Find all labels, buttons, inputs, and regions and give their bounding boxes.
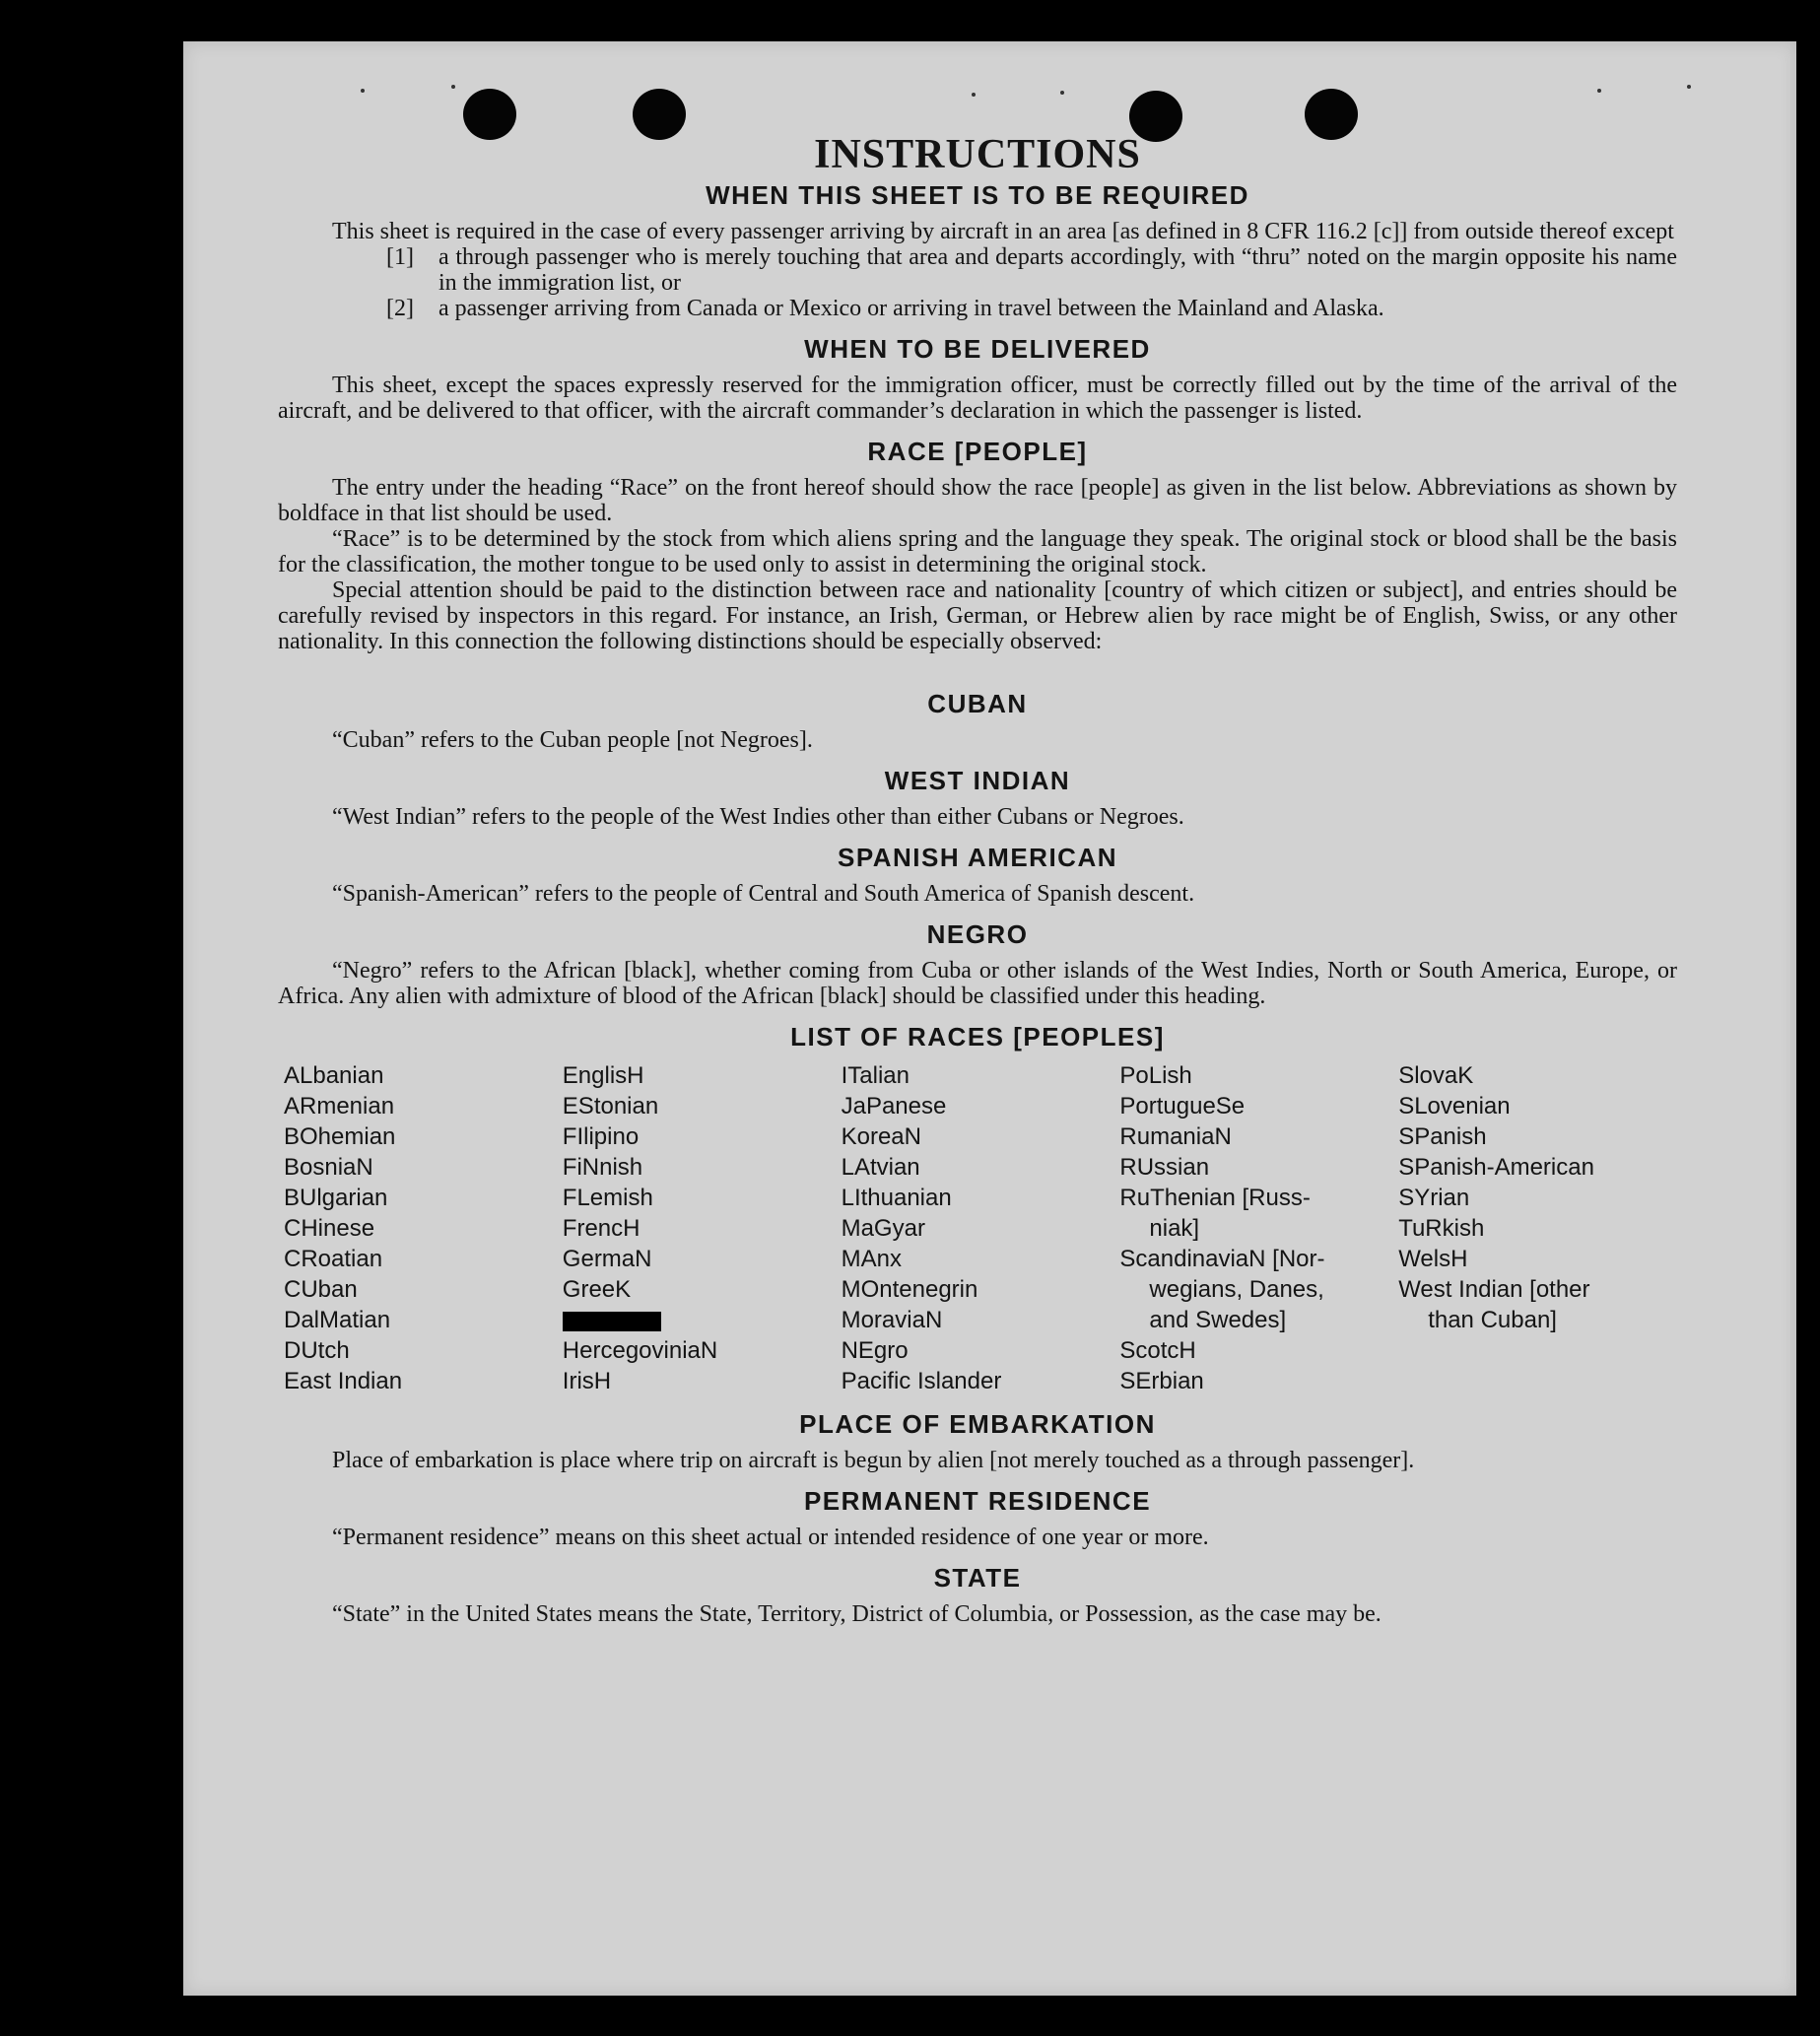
heading-spanish-american: SPANISH AMERICAN bbox=[837, 843, 1117, 872]
negro-text: “Negro” refers to the African [black], whether coming from Cuba or other islands of the West Indies, North or South America, Europe, or Africa. Any alien with admixture of blood of the African [black] should be classified under this heading. bbox=[278, 958, 1677, 1009]
race-entry: FLemish bbox=[562, 1185, 653, 1211]
race-entry: HercegoviniaN bbox=[562, 1337, 718, 1364]
race-entry-continued: than Cuban] bbox=[1428, 1307, 1557, 1333]
race-entry: CUban bbox=[284, 1276, 358, 1303]
race-entry: MoraviaN bbox=[841, 1307, 943, 1333]
race-entry: MaGyar bbox=[841, 1215, 925, 1242]
west-indian-text: “West Indian” refers to the people of the West Indies other than either Cubans or Negroes. bbox=[332, 804, 1184, 830]
race-entry: SErbian bbox=[1119, 1368, 1204, 1394]
race-entry: ARmenian bbox=[284, 1093, 395, 1120]
residence-text: “Permanent residence” means on this sheet actual or intended residence of one year or more. bbox=[332, 1525, 1209, 1550]
race-entry: EnglisH bbox=[562, 1062, 644, 1089]
heading-state: STATE bbox=[933, 1563, 1022, 1593]
speck bbox=[361, 89, 365, 93]
race-entry: LAtvian bbox=[841, 1154, 920, 1181]
speck bbox=[451, 85, 455, 89]
race-entry: EStonian bbox=[562, 1093, 659, 1120]
race-entry: FrencH bbox=[562, 1215, 640, 1242]
race-entry: RumaniaN bbox=[1119, 1123, 1232, 1150]
heading-embarkation: PLACE OF EMBARKATION bbox=[799, 1409, 1156, 1439]
race-entry: ScotcH bbox=[1119, 1337, 1196, 1364]
race-entry-continued: niak] bbox=[1149, 1215, 1200, 1242]
races-column-2 bbox=[563, 1060, 842, 1396]
race-entry: TuRkish bbox=[1398, 1215, 1485, 1242]
heading-cuban: CUBAN bbox=[927, 689, 1028, 718]
race-entry-continued: wegians, Danes, bbox=[1149, 1276, 1324, 1303]
race-entry: CHinese bbox=[284, 1215, 375, 1242]
race-entry: KoreaN bbox=[841, 1123, 921, 1150]
races-column-4 bbox=[1119, 1060, 1398, 1396]
when-delivered-text: This sheet, except the spaces expressly reserved for the immigration officer, must be correctly filled out by the time of the arrival of the aircraft, and be delivered to that officer, with the aircraft commander’s declaration in which the passenger is listed. bbox=[278, 373, 1677, 424]
race-entry: NEgro bbox=[841, 1337, 909, 1364]
race-entry: BUlgarian bbox=[284, 1185, 388, 1211]
race-entry: ALbanian bbox=[284, 1062, 384, 1089]
heading-negro: NEGRO bbox=[926, 919, 1029, 949]
heading-residence: PERMANENT RESIDENCE bbox=[803, 1486, 1152, 1516]
exception-number: [1] bbox=[386, 244, 414, 270]
race-entry: SYrian bbox=[1398, 1185, 1470, 1211]
races-list bbox=[284, 1060, 1677, 1396]
races-column-1 bbox=[284, 1060, 563, 1396]
when-required-intro: This sheet is required in the case of every passenger arriving by aircraft in an area [as defined in 8 CFR 116.2 [c]] from outside thereof except bbox=[332, 219, 1674, 244]
race-entry: FiNnish bbox=[562, 1154, 643, 1181]
race-entry: DUtch bbox=[284, 1337, 350, 1364]
race-paragraph-2: “Race” is to be determined by the stock from which aliens spring and the language they speak. The original stock or blood shall be the basis for the classification, the mother tongue to be used only to assist in determining the original stock. bbox=[278, 526, 1677, 577]
race-entry: GermaN bbox=[562, 1246, 652, 1272]
race-entry: MAnx bbox=[841, 1246, 902, 1272]
races-column-5 bbox=[1398, 1060, 1677, 1396]
race-entry: SPanish-American bbox=[1398, 1154, 1594, 1181]
heading-list-of-races: LIST OF RACES [PEOPLES] bbox=[790, 1022, 1165, 1052]
race-paragraph-1: The entry under the heading “Race” on the front hereof should show the race [people] as given in the list below. Abbreviations as shown by boldface in that list should be used. bbox=[278, 475, 1677, 526]
race-paragraph-3: Special attention should be paid to the distinction between race and nationality [country of which citizen or subject], and entries should be carefully revised by inspectors in this regard. For instance, an Irish, German, or Hebrew alien by race might be of English, Swiss, or any other nationality. In this connection the following distinctions should be especially observed: bbox=[278, 577, 1677, 654]
page-title: INSTRUCTIONS bbox=[814, 132, 1141, 177]
race-entry: ITalian bbox=[841, 1062, 910, 1089]
race-entry: SPanish bbox=[1398, 1123, 1487, 1150]
heading-when-required: WHEN THIS SHEET IS TO BE REQUIRED bbox=[706, 180, 1249, 210]
speck bbox=[1060, 91, 1064, 95]
race-entry: SLovenian bbox=[1398, 1093, 1511, 1120]
race-entry: JaPanese bbox=[841, 1093, 947, 1120]
exception-text: a through passenger who is merely touching that area and departs accordingly, with “thru” noted on the margin opposite his name in the immigration list, or bbox=[438, 244, 1677, 296]
spacer bbox=[278, 654, 1677, 676]
race-entry: LIthuanian bbox=[841, 1185, 952, 1211]
race-entry: ScandinaviaN [Nor- bbox=[1119, 1246, 1325, 1272]
race-entry: West Indian [other bbox=[1398, 1276, 1590, 1303]
speck bbox=[1597, 89, 1601, 93]
heading-west-indian: WEST INDIAN bbox=[884, 766, 1071, 795]
instructions-content bbox=[278, 130, 1677, 1627]
races-column-3 bbox=[842, 1060, 1120, 1396]
spanish-american-text: “Spanish-American” refers to the people of Central and South America of Spanish descent. bbox=[332, 881, 1195, 907]
race-entry: MOntenegrin bbox=[841, 1276, 978, 1303]
race-entry-continued: and Swedes] bbox=[1149, 1307, 1287, 1333]
speck bbox=[1687, 85, 1691, 89]
cuban-text: “Cuban” refers to the Cuban people [not Negroes]. bbox=[332, 727, 813, 753]
race-entry: RuThenian [Russ- bbox=[1119, 1185, 1311, 1211]
race-entry: FIlipino bbox=[562, 1123, 640, 1150]
state-text: “State” in the United States means the State, Territory, District of Columbia, or Possession, as the case may be. bbox=[332, 1601, 1382, 1627]
exception-number: [2] bbox=[386, 296, 414, 321]
redacted-entry bbox=[563, 1305, 842, 1335]
heading-race: RACE [PEOPLE] bbox=[867, 437, 1088, 466]
race-entry: BOhemian bbox=[284, 1123, 396, 1150]
race-entry: BosniaN bbox=[284, 1154, 373, 1181]
race-entry: Pacific Islander bbox=[841, 1368, 1002, 1394]
race-entry: WelsH bbox=[1398, 1246, 1468, 1272]
race-entry: East Indian bbox=[284, 1368, 403, 1394]
document-page bbox=[183, 41, 1796, 1996]
exception-item bbox=[386, 244, 1677, 296]
exception-text: a passenger arriving from Canada or Mexico or arriving in travel between the Mainland and Alaska. bbox=[438, 296, 1384, 321]
race-entry: DalMatian bbox=[284, 1307, 391, 1333]
race-entry: RUssian bbox=[1119, 1154, 1210, 1181]
redaction-bar bbox=[563, 1312, 661, 1331]
race-entry: CRoatian bbox=[284, 1246, 383, 1272]
race-entry: SlovaK bbox=[1398, 1062, 1474, 1089]
race-entry: PoLish bbox=[1119, 1062, 1192, 1089]
exception-item bbox=[386, 296, 1677, 321]
race-entry: GreeK bbox=[562, 1276, 632, 1303]
speck bbox=[972, 93, 976, 97]
embarkation-text: Place of embarkation is place where trip on aircraft is begun by alien [not merely touched as a through passenger]. bbox=[332, 1448, 1415, 1473]
heading-when-delivered: WHEN TO BE DELIVERED bbox=[804, 334, 1151, 364]
race-entry: IrisH bbox=[562, 1368, 612, 1394]
race-entry: PortugueSe bbox=[1119, 1093, 1246, 1120]
